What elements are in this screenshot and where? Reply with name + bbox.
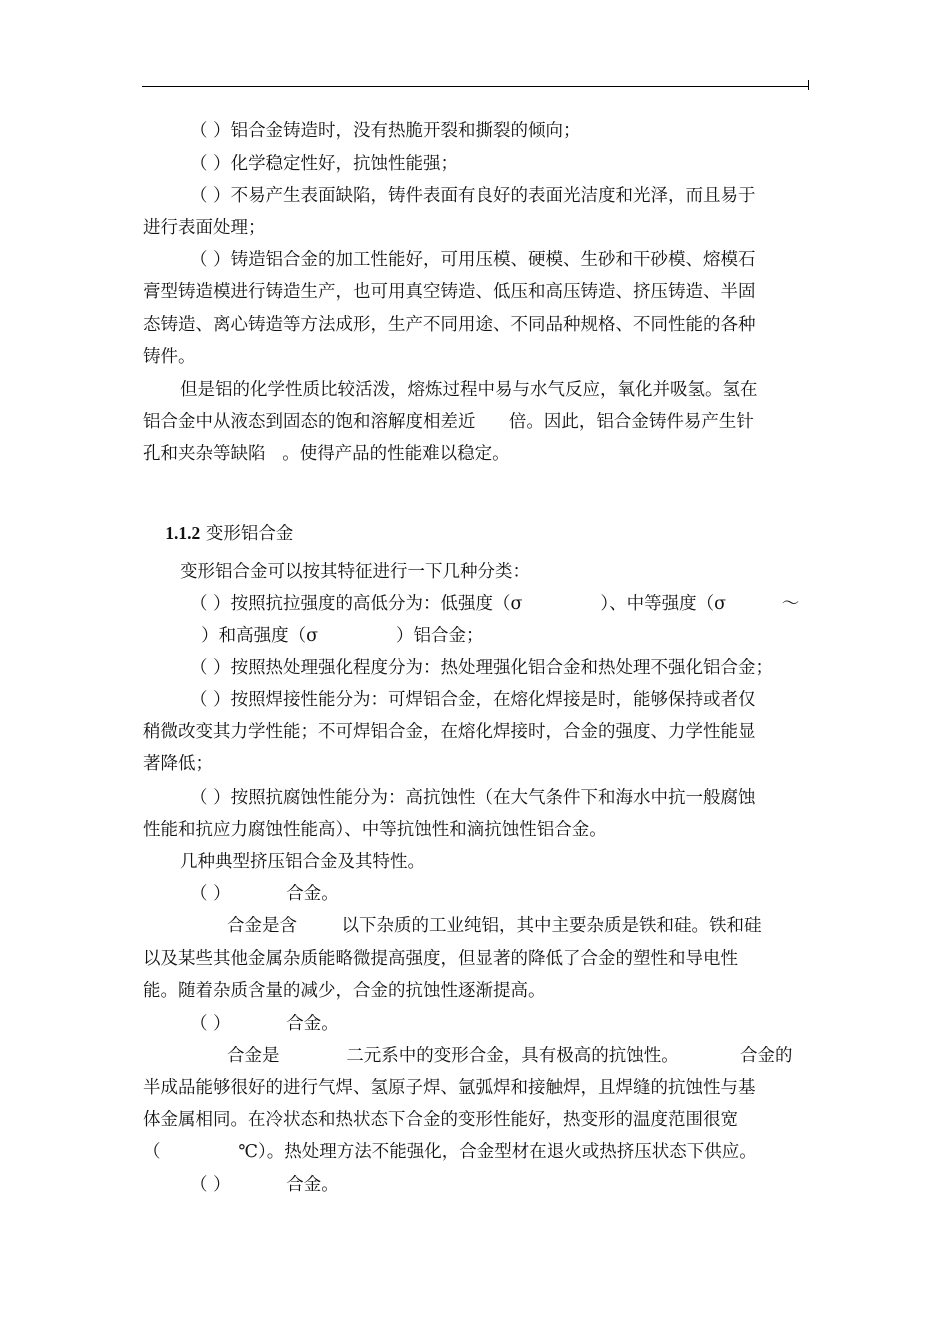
section-title: 变形铝合金: [200, 524, 294, 544]
text-line: （ ）铝合金铸造时，没有热脆开裂和撕裂的倾向；: [190, 121, 581, 141]
text-line: ）和高强度（σ ）铝合金；: [190, 626, 484, 646]
text-line: 体金属相同。在冷状态和热状态下合金的变形性能好，热变形的温度范围很宽: [143, 1110, 738, 1130]
text-line: 合金是 二元系中的变形合金，具有极高的抗蚀性。 合金的: [227, 1046, 793, 1066]
text-line: （ ℃）。热处理方法不能强化，合金型材在退火或热挤压状态下供应。: [143, 1142, 757, 1162]
text-line: （ ）按照热处理强化程度分为：热处理强化铝合金和热处理不强化铝合金；: [190, 658, 774, 678]
header-rule: [142, 86, 809, 87]
header-rule-tick: [808, 80, 809, 90]
text-line: 半成品能够很好的进行气焊、氢原子焊、氩弧焊和接触焊，且焊缝的抗蚀性与基: [143, 1078, 756, 1098]
text-line: 合金是含 以下杂质的工业纯铝，其中主要杂质是铁和硅。铁和硅: [227, 916, 762, 936]
section-number: 1.1.2: [165, 523, 201, 543]
text-line: 性能和抗应力腐蚀性能高）、中等抗蚀性和滴抗蚀性铝合金。: [143, 820, 607, 840]
text-line: 以及某些其他金属杂质能略微提高强度，但显著的降低了合金的塑性和导电性: [143, 949, 738, 969]
text-line: 铸件。: [143, 347, 196, 367]
text-line: （ ）化学稳定性好，抗蚀性能强；: [190, 154, 459, 174]
text-line: 变形铝合金可以按其特征进行一下几种分类：: [180, 562, 530, 582]
text-line: 膏型铸造模进行铸造生产，也可用真空铸造、低压和高压铸造、挤压铸造、半固: [143, 282, 756, 302]
text-line: 著降低；: [143, 754, 213, 774]
text-line: （ ）按照抗拉强度的高低分为：低强度（σ ）、中等强度（σ ～: [190, 594, 800, 614]
text-line: （ ） 合金。: [190, 1175, 339, 1195]
text-line: （ ） 合金。: [190, 1014, 339, 1034]
text-line: 态铸造、离心铸造等方法成形，生产不同用途、不同品种规格、不同性能的各种: [143, 315, 756, 335]
text-line: 但是铝的化学性质比较活泼，熔炼过程中易与水气反应，氧化并吸氢。氢在: [180, 380, 758, 400]
section-heading: [143, 503, 293, 564]
text-line: （ ）铸造铝合金的加工性能好，可用压模、硬模、生砂和干砂模、熔模石: [190, 250, 756, 270]
text-line: 能。随着杂质含量的减少，合金的抗蚀性逐渐提高。: [143, 981, 546, 1001]
text-line: （ ）不易产生表面缺陷，铸件表面有良好的表面光洁度和光泽，而且易于: [190, 186, 756, 206]
text-line: 几种典型挤压铝合金及其特性。: [180, 852, 425, 872]
text-line: 进行表面处理；: [143, 218, 266, 238]
text-line: 孔和夹杂等缺陷 。使得产品的性能难以稳定。: [143, 444, 510, 464]
text-line: （ ）按照焊接性能分为：可焊铝合金，在熔化焊接是时，能够保持或者仅: [190, 690, 756, 710]
text-line: 稍微改变其力学性能；不可焊铝合金，在熔化焊接时，合金的强度、力学性能显: [143, 722, 756, 742]
text-line: （ ）按照抗腐蚀性能分为：高抗蚀性（在大气条件下和海水中抗一般腐蚀: [190, 788, 756, 808]
text-line: 铝合金中从液态到固态的饱和溶解度相差近 倍。因此，铝合金铸件易产生针: [143, 412, 754, 432]
text-line: （ ） 合金。: [190, 884, 339, 904]
